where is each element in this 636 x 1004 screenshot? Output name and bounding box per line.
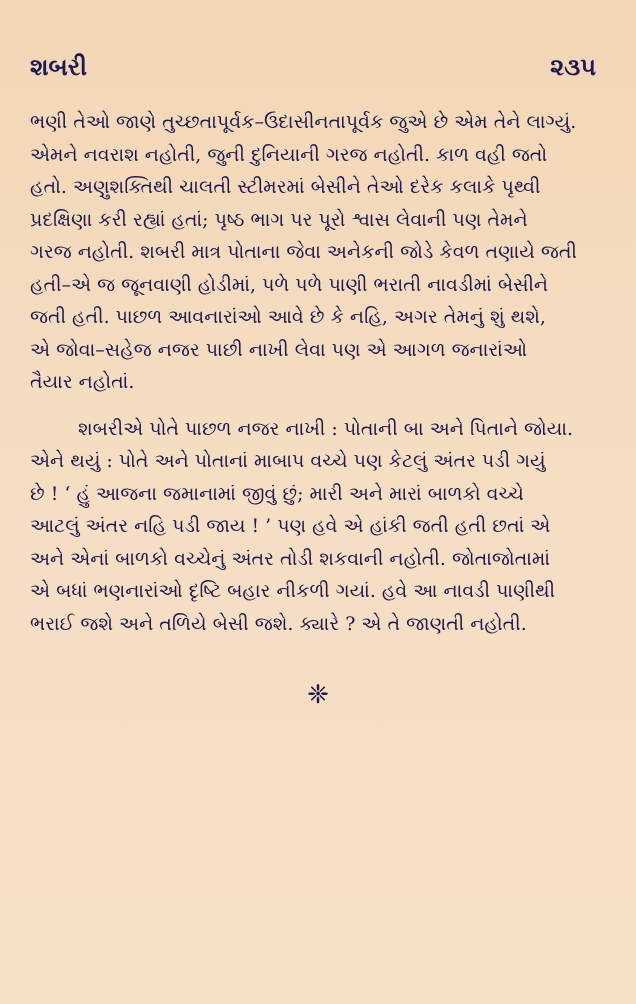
text-line: શબરીએ પોતે પાછળ નજર નાખી : પોતાની બા અને પિતાને જોયા. <box>78 417 574 440</box>
paragraph-spacer <box>30 399 596 413</box>
text-line: છે ! ‘ હું આજના જમાનામાં જીવું છું; મારી અને મારાં બાળકો વચ્ચે <box>30 482 524 505</box>
section-ornament-icon: ❈ <box>307 680 329 710</box>
running-title: શબરી <box>30 52 88 81</box>
text-line: એમને નવરાશ નહોતી, જુની દુનિયાની ગરજ નહોતી. કાળ વહી જતો <box>30 143 548 166</box>
text-line: આટલું અંતર નહિ પડી જાય ! ’ પણ હવે એ હાંકી જતી હતી છતાં એ <box>30 515 551 537</box>
paragraph-1 <box>30 106 596 399</box>
text-line: હતો. અણુશક્તિથી ચાલતી સ્ટીમરમાં બેસીને તેઓ દરેક કલાકે પૃથ્વી <box>30 176 541 198</box>
text-line: એને થયું : પોતે અને પોતાનાં માબાપ વચ્ચે પણ કેટલું અંતર પડી ગયું <box>30 450 546 472</box>
text-line: પ્રદક્ષિણા કરી રહ્યાં હતાં; પૃષ્ઠ ભાગ પર પૂરો શ્વાસ લેવાની પણ તેમને <box>30 208 528 231</box>
text-line: જતી હતી. પાછળ આવનારાંઓ આવે છે કે નહિ, અગર તેમનું શું થશે, <box>30 306 546 328</box>
page-number: ૨૩૫ <box>550 52 596 81</box>
text-line: ગરજ નહોતી. શબરી માત્ર પોતાના જેવા અનેકની જોડે કેવળ તણાયે જતી <box>30 241 577 263</box>
text-line: એ બધાં ભણનારાંઓ દૃષ્ટિ બહાર નીકળી ગયાં. હવે આ નાવડી પાણીથી <box>30 580 556 602</box>
paragraph-2 <box>30 413 596 641</box>
text-line: ભણી તેઓ જાણે તુચ્છતાપૂર્વક–ઉદાસીનતાપૂર્વક જુએ છે એમ તેને લાગ્યું. <box>30 111 577 133</box>
text-line: તૈયાર નહોતાં. <box>30 371 135 393</box>
text-line: એ જોવા–સહેજ નજર પાછી નાખી લેવા પણ એ આગળ જનારાંઓ <box>30 338 528 361</box>
text-line: ભરાઈ જશે અને તળિયે બેસી જશે. ક્યારે ? એ તે જાણતી નહોતી. <box>30 612 527 635</box>
text-line: હતી–એ જ જૂનવાણી હોડીમાં, પળે પળે પાણી ભરાતી નાવડીમાં બેસીને <box>30 273 549 296</box>
page-header <box>30 52 596 81</box>
text-line: અને એનાં બાળકો વચ્ચેનું અંતર તોડી શકવાની નહોતી. જોતાજોતામાં <box>30 547 550 570</box>
page-body <box>30 106 596 640</box>
